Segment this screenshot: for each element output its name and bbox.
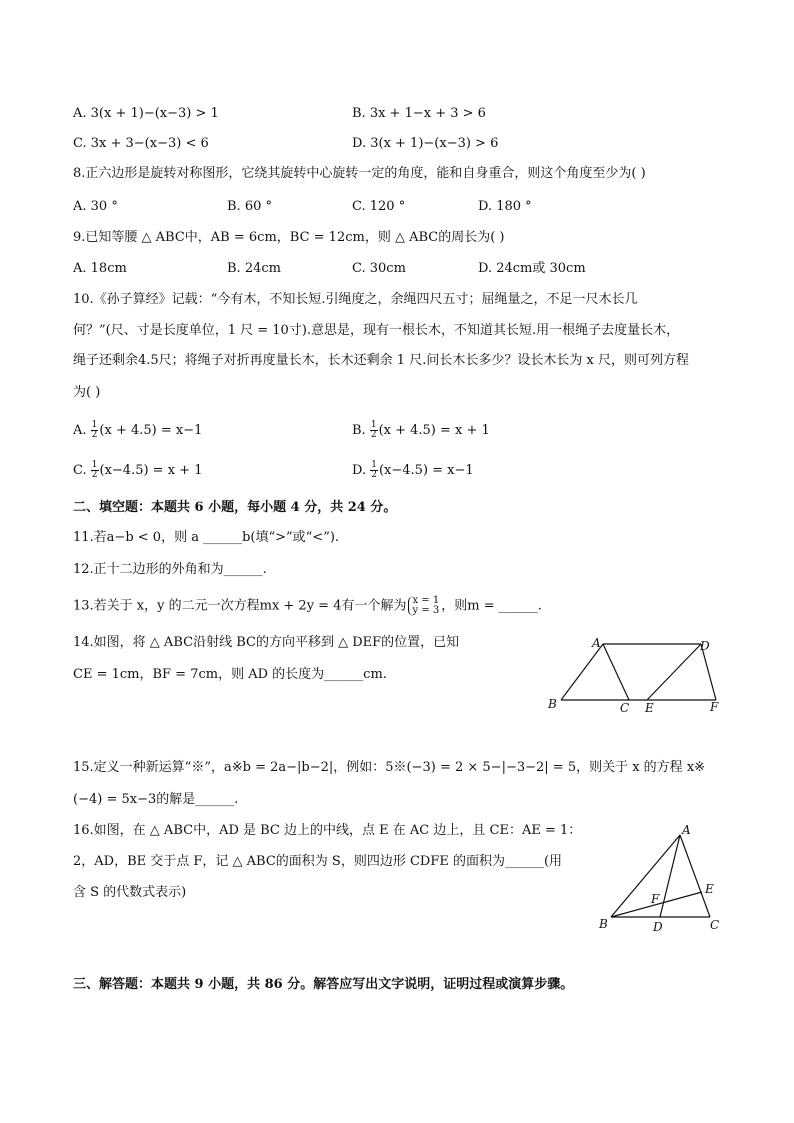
fraction-one-half: $\frac{1}{2}$ bbox=[370, 420, 377, 440]
q10-line-1: 10.《孙子算经》记载：“今有木，不知长短.引绳度之，余绳四尺五寸；屈绳量之，不足一尺木长几 bbox=[73, 292, 638, 307]
fraction-one-half: $\frac{1}{2}$ bbox=[91, 460, 98, 480]
q8-option-c: C. 120 ° bbox=[352, 199, 406, 214]
q12: 12.正十二边形的外角和为______. bbox=[73, 562, 267, 577]
segment-ac bbox=[680, 835, 710, 917]
q9-option-d: D. 24cm或 30cm bbox=[478, 261, 586, 276]
fig16-label-c: C bbox=[710, 918, 720, 932]
q16-line-3: 含 S 的代数式表示) bbox=[73, 885, 187, 900]
q10-option-d: D. $\frac{1}{2}$ (x−4.5) = x−1 bbox=[352, 460, 474, 480]
q10-option-b: B. $\frac{1}{2}$ (x + 4.5) = x + 1 bbox=[352, 420, 490, 440]
q15-line-2: (−4) = 5x−3的解是______. bbox=[73, 792, 239, 807]
fig14-label-e: E bbox=[645, 701, 654, 715]
q7-option-b: B. 3x + 1−x + 3 > 6 bbox=[352, 106, 486, 121]
q7-option-d: D. 3(x + 1)−(x−3) > 6 bbox=[352, 136, 499, 151]
q14-line-1: 14.如图，将 △ ABC沿射线 BC的方向平移到 △ DEF的位置，已知 bbox=[73, 635, 460, 650]
q9-option-b: B. 24cm bbox=[227, 261, 281, 276]
q9-option-a: A. 18cm bbox=[73, 261, 127, 276]
q14-line-2: CE = 1cm，BF = 7cm，则 AD 的长度为______cm. bbox=[73, 667, 387, 682]
fig14-label-d: D bbox=[700, 639, 710, 653]
q16-line-2: 2，AD，BE 交于点 F，记 △ ABC的面积为 S，则四边形 CDFE 的面积为______(用 bbox=[73, 854, 563, 869]
q10-line-4: 为( ) bbox=[73, 385, 101, 400]
equation-system: x = 1 y = 3 bbox=[408, 596, 439, 616]
q8-option-a: A. 30 ° bbox=[73, 199, 118, 214]
q13: 13.若关于 x，y 的二元一次方程mx + 2y = 4有一个解为 x = 1 y = 3 ，则m = ______. bbox=[73, 595, 542, 616]
fraction-one-half: $\frac{1}{2}$ bbox=[91, 420, 98, 440]
q11: 11.若a−b < 0，则 a ______b(填“>”或“<”). bbox=[73, 530, 340, 545]
fig16-label-f: F bbox=[651, 892, 660, 906]
q8-option-d: D. 180 ° bbox=[478, 199, 532, 214]
q10-option-c: C. $\frac{1}{2}$ (x−4.5) = x + 1 bbox=[73, 460, 203, 480]
segment-ab bbox=[561, 644, 603, 700]
q7-option-a: A. 3(x + 1)−(x−3) > 1 bbox=[73, 106, 219, 121]
q14-figure bbox=[540, 630, 730, 720]
fraction-one-half: $\frac{1}{2}$ bbox=[371, 460, 377, 480]
fig16-label-d: D bbox=[653, 920, 663, 934]
section-3-heading: 三、解答题：本题共 9 小题，共 86 分。解答应写出文字说明，证明过程或演算步骤。 bbox=[73, 977, 574, 992]
fig16-label-e: E bbox=[705, 882, 714, 896]
section-2-heading: 二、填空题：本题共 6 小题，每小题 4 分，共 24 分。 bbox=[73, 500, 397, 515]
fig16-label-a: A bbox=[682, 823, 691, 837]
q8-option-b: B. 60 ° bbox=[227, 199, 272, 214]
q8-stem: 8.正六边形是旋转对称图形，它绕其旋转中心旋转一定的角度，能和自身重合，则这个角度至少为( ) bbox=[73, 166, 646, 181]
segment-ac bbox=[603, 644, 629, 700]
fig14-label-f: F bbox=[710, 700, 719, 714]
q10-option-a: A. $\frac{1}{2}$ (x + 4.5) = x−1 bbox=[73, 420, 203, 440]
q10-line-2: 何？”(尺、寸是长度单位，1 尺 = 10寸).意思是，现有一根长木，不知道其长短.用一根绳子去度量长木， bbox=[73, 323, 680, 338]
q10-line-3: 绳子还剩余4.5尺；将绳子对折再度量长木，长木还剩余 1 尺.问长木长多少？设长木长为 x 尺，则可列方程 bbox=[73, 353, 689, 368]
q9-option-c: C. 30cm bbox=[352, 261, 406, 276]
fig14-label-a: A bbox=[592, 636, 601, 650]
segment-de bbox=[647, 644, 701, 700]
q7-option-c: C. 3x + 3−(x−3) < 6 bbox=[73, 136, 209, 151]
fig14-label-b: B bbox=[548, 697, 557, 711]
q15-line-1: 15.定义一种新运算“※”，a※b = 2a−|b−2|，例如：5※(−3) = 2 × 5−|−3−2| = 5，则关于 x 的方程 x※ bbox=[73, 760, 706, 775]
q16-figure bbox=[595, 820, 735, 940]
fig14-label-c: C bbox=[620, 701, 630, 715]
q16-line-1: 16.如图，在 △ ABC中，AD 是 BC 边上的中线，点 E 在 AC 边上，且 CE：AE = 1： bbox=[73, 823, 582, 838]
q9-stem: 9.已知等腰 △ ABC中，AB = 6cm，BC = 12cm，则 △ ABC的周长为( ) bbox=[73, 230, 505, 245]
fig16-label-b: B bbox=[599, 917, 608, 931]
